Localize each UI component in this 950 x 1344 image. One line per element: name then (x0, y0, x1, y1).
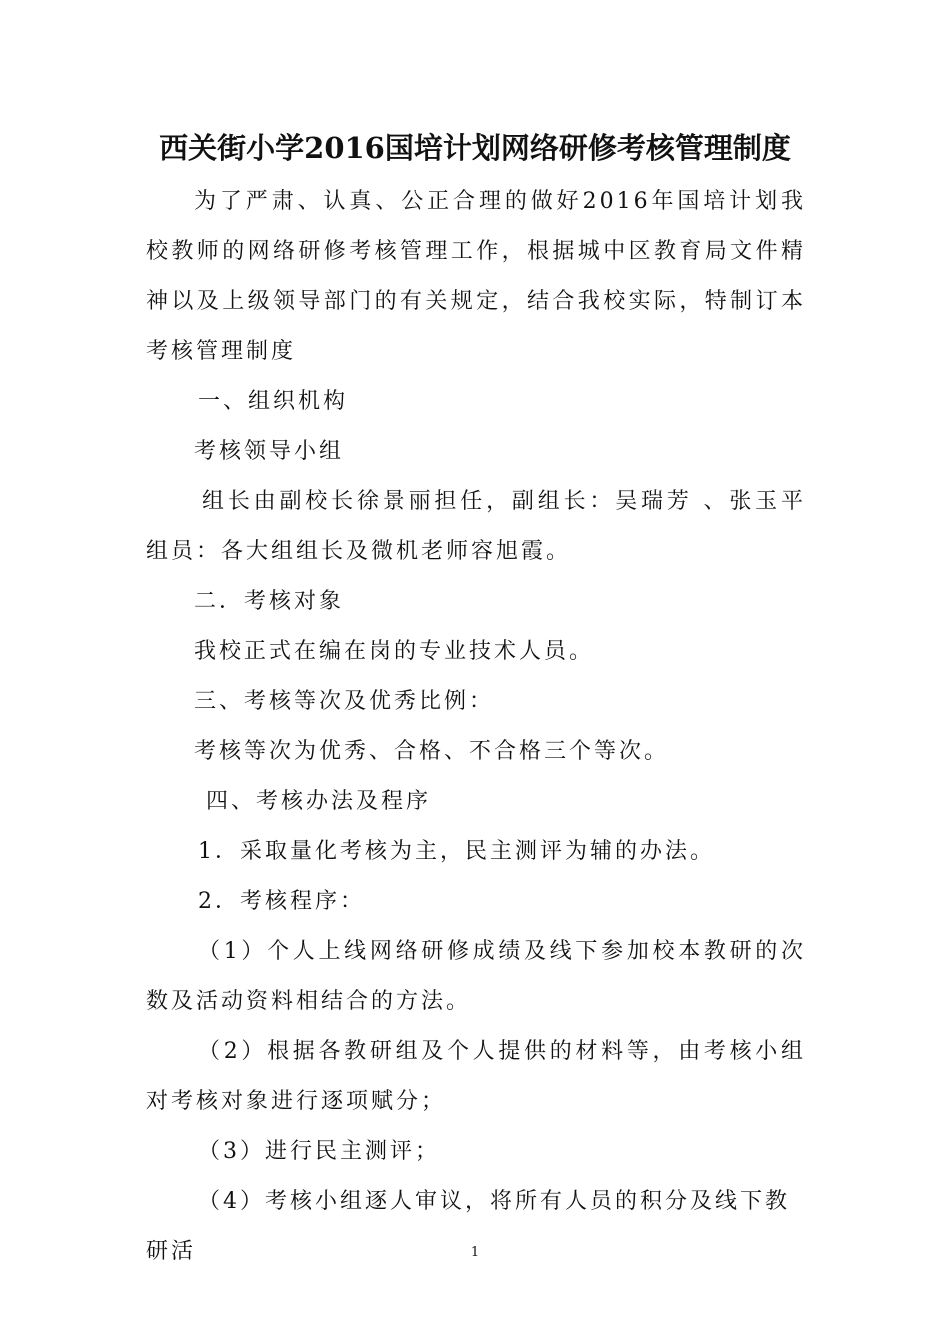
section-heading-grades: 三、考核等次及优秀比例： (194, 689, 495, 714)
list-item-1: 1．采取量化考核为主，民主测评为辅的办法。 (198, 839, 715, 864)
section-heading-assessment-target: 二．考核对象 (194, 589, 345, 614)
document-body (146, 177, 806, 1277)
sub-item-4: （4）考核小组逐人审议，将所有人员的积分及线下教研活 (146, 1189, 790, 1264)
list-item-2: 2．考核程序： (198, 889, 365, 914)
sub-item-1: （1）个人上线网络研修成绩及线下参加校本教研的次数及活动资料相结合的方法。 (146, 939, 806, 1014)
section-heading-organization: 一、组织机构 (198, 389, 349, 414)
sub-item-2: （2）根据各教研组及个人提供的材料等，由考核小组对考核对象进行逐项赋分； (146, 1039, 806, 1114)
subheading-leadership-group: 考核领导小组 (194, 439, 345, 464)
sub-item-3: （3）进行民主测评； (198, 1139, 440, 1164)
paragraph-assessment-target: 我校正式在编在岗的专业技术人员。 (194, 639, 595, 664)
document-title: 西关街小学2016国培计划网络研修考核管理制度 (159, 131, 791, 165)
paragraph-grades: 考核等次为优秀、合格、不合格三个等次。 (194, 739, 670, 764)
paragraph-group-members: 组长由副校长徐景丽担任，副组长：吴瑞芳 、张玉平 组员：各大组组长及微机老师容旭霞。 (146, 489, 806, 564)
page-number: 1 (470, 1245, 480, 1260)
section-heading-methods: 四、考核办法及程序 (206, 789, 432, 814)
intro-paragraph: 为了严肃、认真、公正合理的做好2016年国培计划我校教师的网络研修考核管理工作，根据城中区教育局文件精神以及上级领导部门的有关规定，结合我校实际，特制订本考核管理制度 (146, 189, 806, 364)
